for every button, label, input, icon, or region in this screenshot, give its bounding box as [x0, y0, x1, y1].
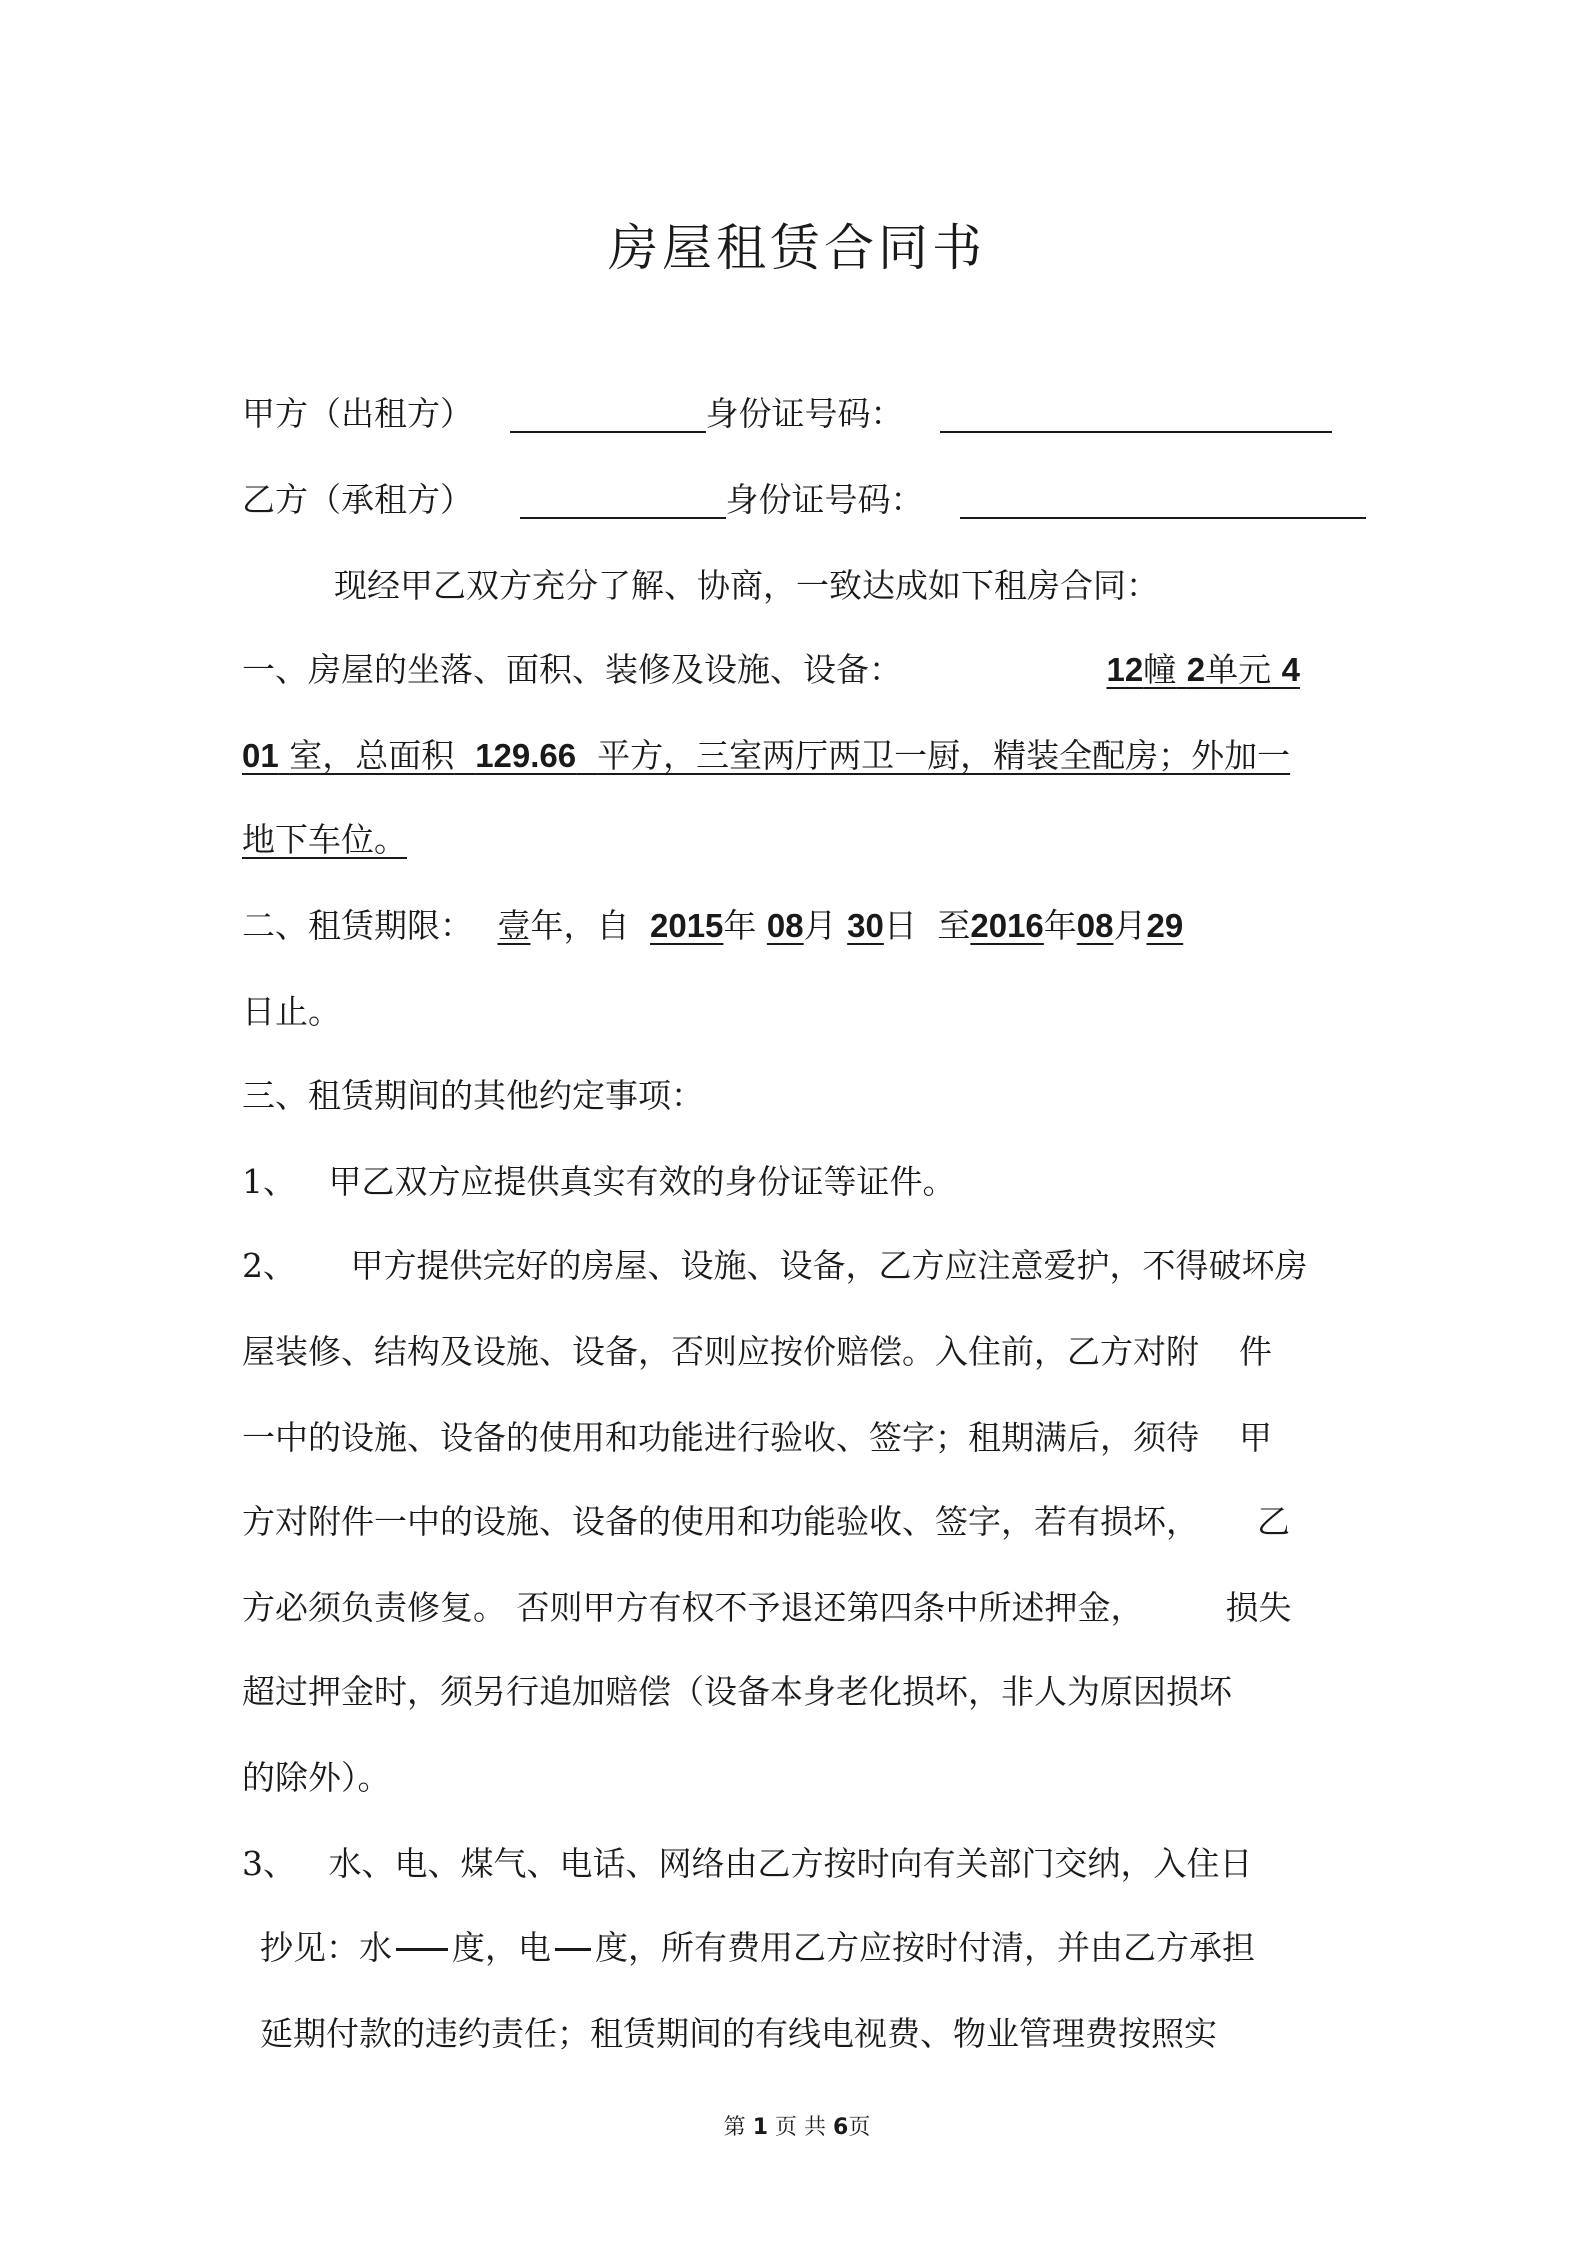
party-b-label: 乙方（承租方）: [242, 480, 473, 519]
document-title: 房屋租赁合同书: [608, 219, 986, 277]
party-b-id-label: 身份证号码：: [725, 480, 924, 519]
intro-paragraph: 现经甲乙双方充分了解、协商，一致达成如下租房合同：: [334, 566, 1159, 605]
item-2-line-1: 2、 甲方提供完好的房屋、设施、设备，乙方应注意爱护，不得破坏房: [242, 1246, 1308, 1285]
item-2-line-5: 方必须负责修复。 否则甲方有权不予退还第四条中所述押金， 损失: [242, 1588, 1292, 1627]
clause-1-line-3: [242, 818, 481, 862]
clause-1-details: 01 室，总面积 129.66 平方，三室两厅两卫一厨，精装全配房；外加一: [242, 736, 1291, 775]
item-3-line-2: 抄见：水 度，电 度，所有费用乙方应按时付清，并由乙方承担: [260, 1928, 1255, 1967]
clause-2-label: 二、租赁期限：: [242, 906, 473, 945]
party-b-id-blank: [960, 483, 1366, 519]
clause-1-line-1: [242, 648, 1300, 692]
party-b-line: [242, 478, 1366, 522]
page-number: 1: [752, 2115, 768, 2140]
item-3-line-3: 延期付款的违约责任；租赁期间的有线电视费、物业管理费按照实: [260, 2014, 1217, 2053]
clause-1-address: 12幢 2单元 4: [1106, 650, 1300, 689]
item-1: [242, 1160, 956, 1204]
clause-3-label: 三、租赁期间的其他约定事项：: [242, 1076, 704, 1115]
clause-2-line-2: 日止。: [242, 992, 341, 1031]
item-2-line-2: 屋装修、结构及设施、设备，否则应按价赔偿。入住前，乙方对附 件: [242, 1332, 1272, 1371]
page-total: 6: [833, 2115, 849, 2140]
party-a-name-blank: [510, 397, 706, 433]
start-year: 2015: [650, 907, 724, 944]
party-b-name-blank: [520, 483, 726, 519]
water-reading-blank: [396, 1928, 448, 1951]
item-2-line-6: 超过押金时，须另行追加赔偿（设备本身老化损坏，非人为原因损坏: [242, 1672, 1232, 1711]
party-a-line: [242, 392, 1332, 436]
page-footer: 第 1 页 共 6页: [723, 2115, 871, 2140]
item-2-line-3: 一中的设施、设备的使用和功能进行验收、签字；租期满后，须待 甲: [242, 1418, 1272, 1457]
item-1-number: 1、: [242, 1162, 296, 1201]
electricity-reading-blank: [555, 1928, 591, 1951]
item-2-number: 2、: [242, 1246, 296, 1285]
item-2-line-7: 的除外）。: [242, 1758, 391, 1797]
start-month: 08: [766, 907, 804, 944]
party-a-id-label: 身份证号码：: [705, 394, 904, 433]
party-a-id-blank: [940, 397, 1332, 433]
item-1-text: 甲乙双方应提供真实有效的身份证等证件。: [328, 1162, 956, 1201]
start-day: 30: [847, 907, 884, 944]
clause-1-label: 一、房屋的坐落、面积、装修及设施、设备：: [242, 650, 902, 689]
item-2-line-4: 方对附件一中的设施、设备的使用和功能验收、签字，若有损坏， 乙: [242, 1502, 1290, 1541]
item-3-number: 3、: [242, 1844, 296, 1883]
item-3-line-1: 3、 水、电、煤气、电话、网络由乙方按时向有关部门交纳，入住日: [242, 1844, 1253, 1883]
end-day: 29: [1146, 907, 1184, 944]
party-a-label: 甲方（出租方）: [242, 394, 473, 433]
end-month: 08: [1076, 907, 1114, 944]
end-year: 2016: [970, 907, 1044, 944]
clause-1-parking: 地下车位。: [242, 820, 407, 859]
clause-2-line-1: 二、租赁期限： 壹年，自 2015年 08月 30日 至2016年08月29: [242, 906, 1184, 945]
clause-1-line-2: [242, 734, 1290, 778]
clause-2-term: 壹: [497, 906, 531, 945]
